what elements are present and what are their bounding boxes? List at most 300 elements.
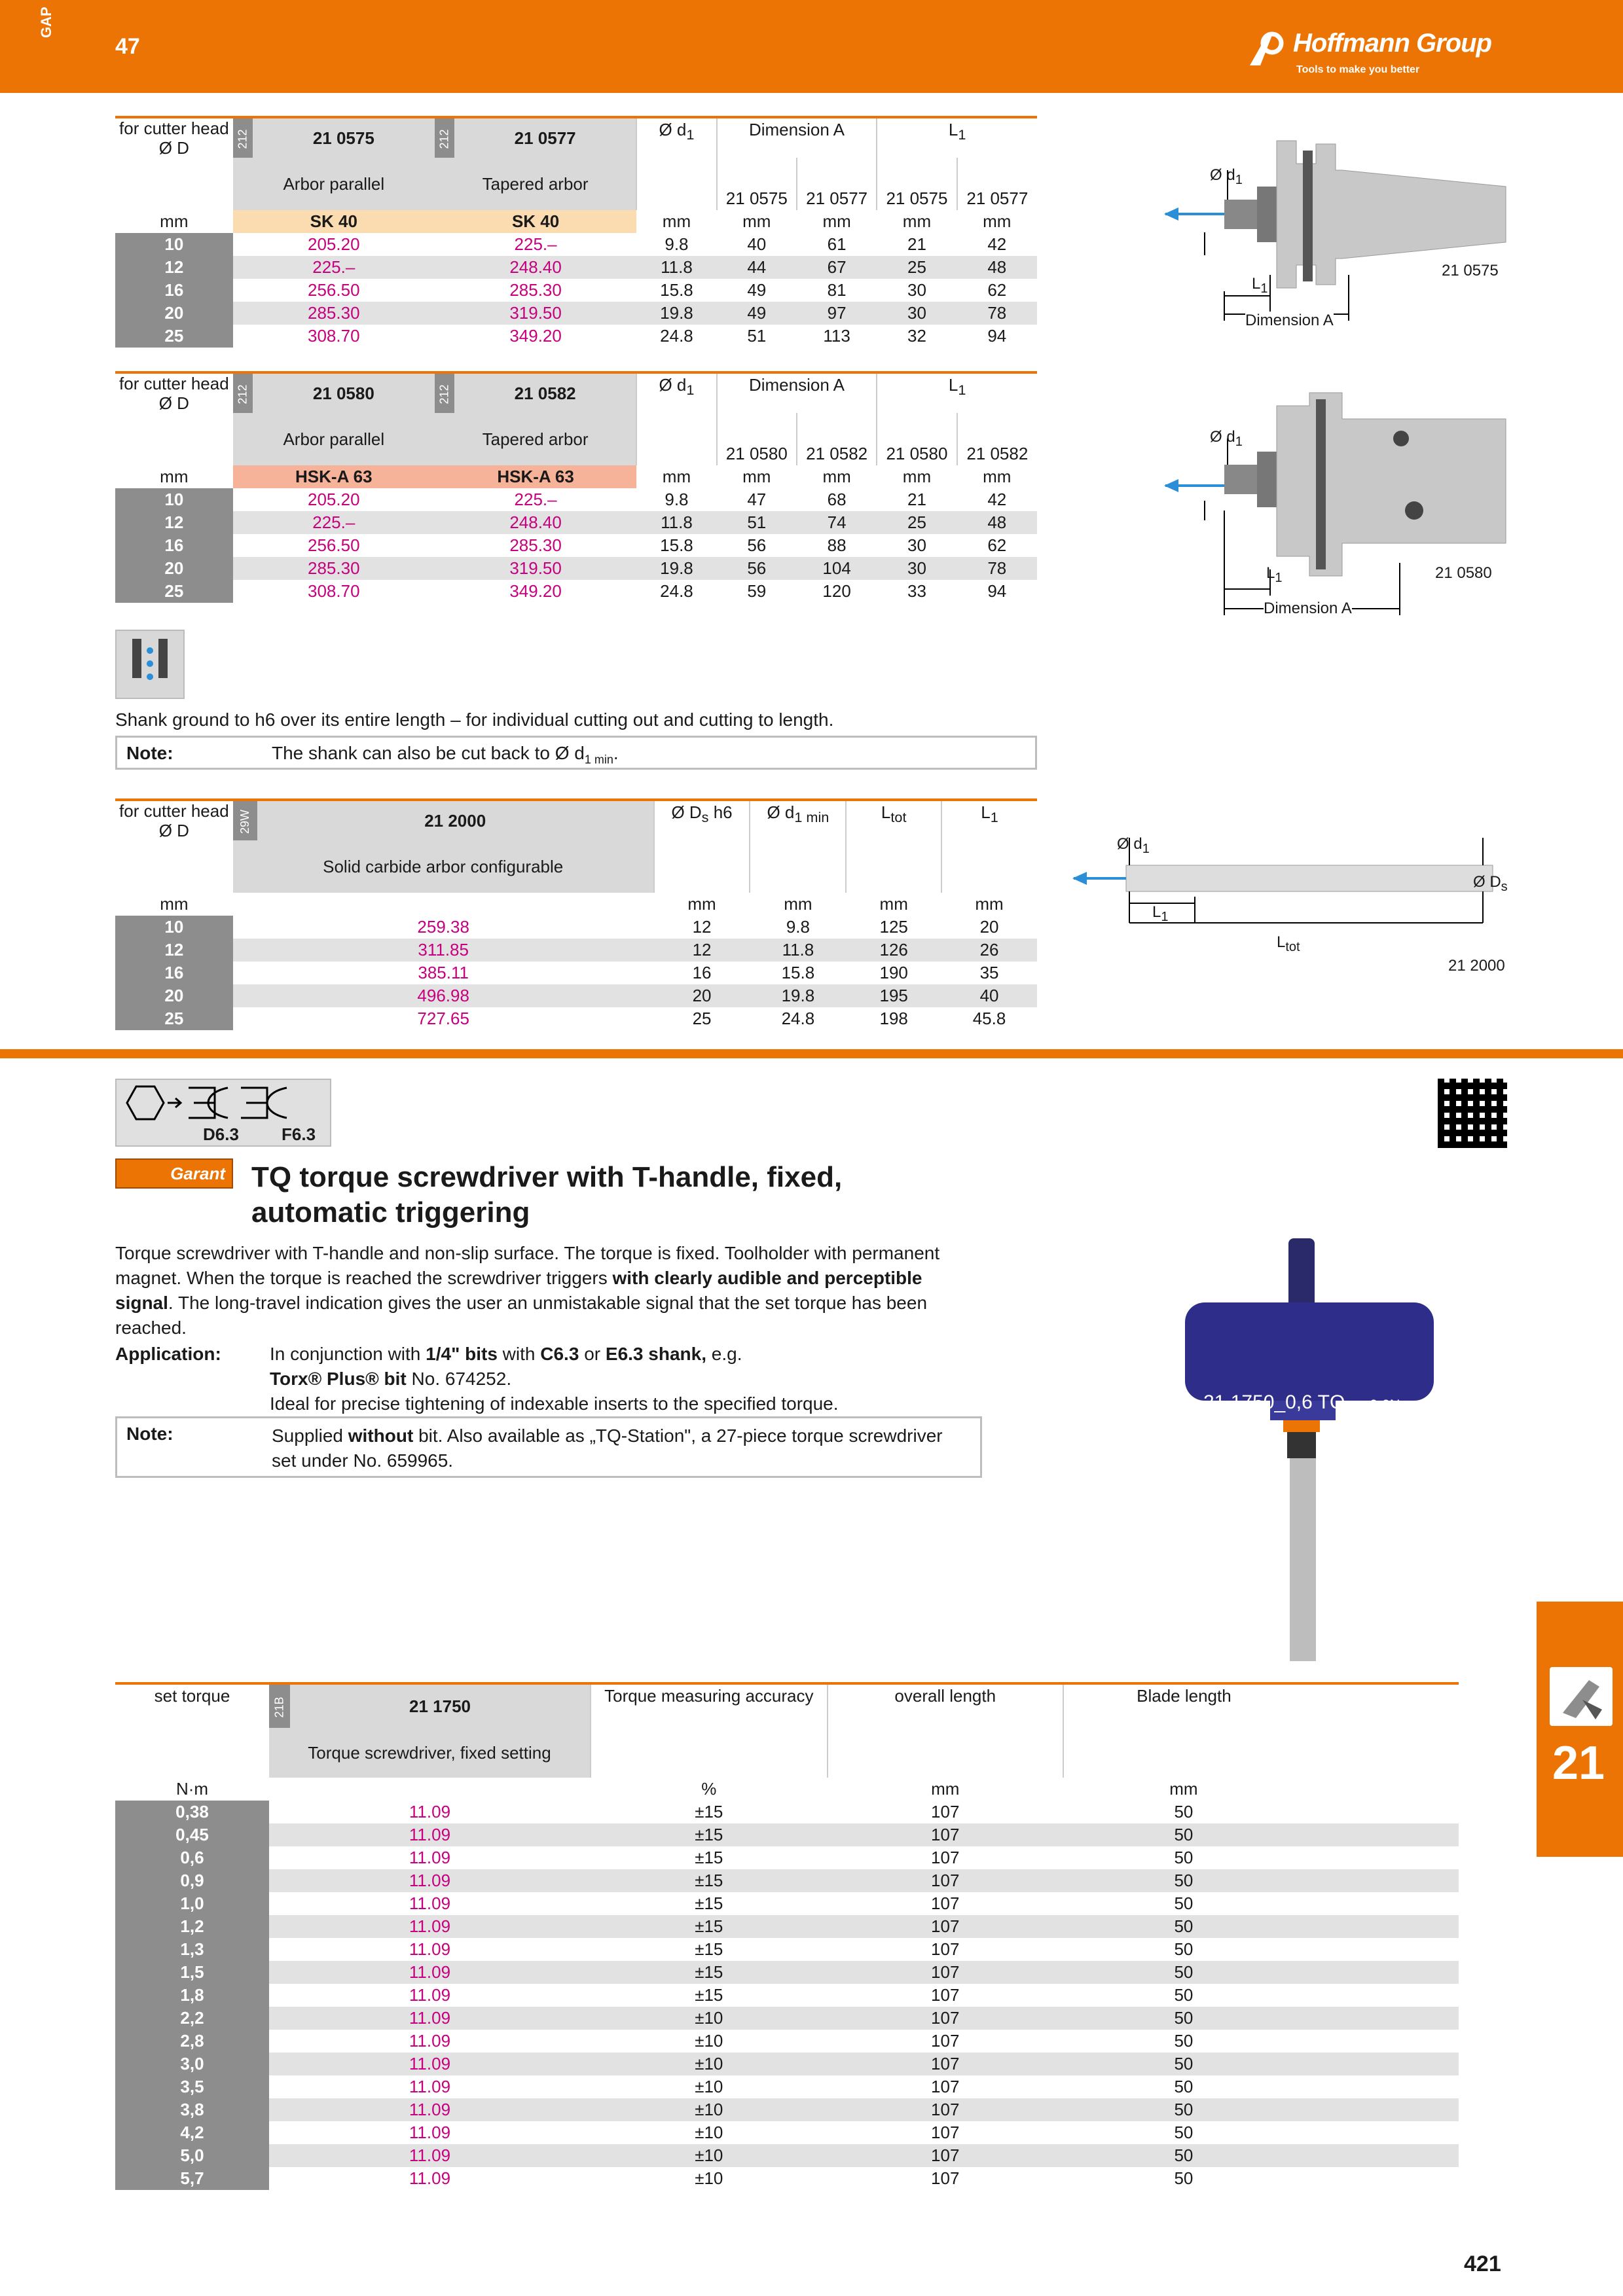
table3-code: 29W xyxy=(238,809,251,834)
table-cell-empty xyxy=(1304,1869,1459,1892)
table3-h: Ø $d_{1 min}$ xyxy=(750,801,846,840)
table4-unit: N·m xyxy=(175,1779,209,1799)
table-cell: 74 xyxy=(797,511,877,534)
table1-sub: 21 0575 xyxy=(717,158,797,210)
table-cell: 21 xyxy=(907,490,926,509)
table3-desc: Solid carbide arbor configurable xyxy=(233,840,654,893)
table-cell: 285.30 xyxy=(233,302,435,325)
table-cell: 56 xyxy=(717,557,797,580)
table-cell: 107 xyxy=(931,2031,960,2051)
table-cell: 78 xyxy=(957,302,1037,325)
table-cell: 4,2 xyxy=(115,2121,269,2144)
table-cell: ±15 xyxy=(591,1961,828,1984)
table-row xyxy=(115,511,1037,534)
table-cell: 59 xyxy=(747,581,767,601)
table-cell: 107 xyxy=(931,2077,960,2096)
table3-h: $L_1$ xyxy=(941,801,1037,840)
handle-nm: 0,6Nm xyxy=(1370,1397,1412,1413)
table2-h-d1: Ø $d_1$ xyxy=(636,374,716,413)
application-text: In conjunction with 1/4" bits with C6.3 or E6.3 shank, e.g. Torx® Plus® bit No. 674252. Ideal for precise tightening of indexable inserts to the specified torque. xyxy=(270,1344,839,1414)
table-cell: 11.09 xyxy=(269,2098,591,2121)
table2-item1-mount: HSK-A 63 xyxy=(233,465,435,488)
table-cell: 0,38 xyxy=(115,1801,269,1823)
table-cell: 1,5 xyxy=(115,1961,269,1984)
table2-sub: 21 0580 xyxy=(717,413,797,465)
table-cell: 21 xyxy=(907,234,926,254)
table-row xyxy=(115,2075,1459,2098)
table-cell: 259.38 xyxy=(417,917,469,937)
table-cell: 20 xyxy=(115,984,233,1007)
table-cell: 308.70 xyxy=(308,326,360,346)
table2-h-dimA: Dimension A xyxy=(717,374,877,413)
page-number: 421 xyxy=(1464,2251,1501,2276)
table-cell: 3,5 xyxy=(115,2075,269,2098)
table-cell: ±10 xyxy=(591,2144,828,2167)
table-cell-empty xyxy=(1304,2030,1459,2053)
table-cell: 11.8 xyxy=(636,511,716,534)
table-cell: 107 xyxy=(931,2123,960,2142)
table-cell-empty xyxy=(1304,2167,1459,2190)
brand-name: Hoffmann Group xyxy=(1293,29,1492,58)
table-cell: 50 xyxy=(1174,1848,1194,1867)
table-cell-empty xyxy=(1304,2098,1459,2121)
table-cell: 1,8 xyxy=(115,1984,269,2007)
section-divider xyxy=(0,1049,1623,1058)
table-cell-empty xyxy=(1304,1846,1459,1869)
table-cell: 44 xyxy=(717,256,797,279)
table-cell: 107 xyxy=(931,1848,960,1867)
table-cell: 10 xyxy=(115,916,233,939)
chapter-number: 21 xyxy=(1552,1737,1605,1789)
table-cell: 50 xyxy=(1174,2077,1194,2096)
table-cell: 30 xyxy=(907,535,926,555)
application-label: Application: xyxy=(115,1344,221,1364)
table1-sub: 21 0577 xyxy=(957,158,1037,210)
table-cell: 11.09 xyxy=(409,1893,451,1913)
table1-code-b: 212 xyxy=(437,129,451,149)
table-cell: 94 xyxy=(987,326,1007,346)
table2-unit: mm xyxy=(742,467,771,486)
table-cell: 25 xyxy=(115,325,233,348)
table-cell: 50 xyxy=(1063,1915,1304,1938)
shank-note-text: The shank can also be cut back to Ø $d_{1 min}$. xyxy=(272,743,619,766)
table-cell: 47 xyxy=(747,490,767,509)
table-cell: ±15 xyxy=(591,1869,828,1892)
fig2-dimA: Dimension A xyxy=(1264,600,1352,617)
table-row xyxy=(115,984,1037,1007)
table-cell: 107 xyxy=(828,2144,1063,2167)
table3-body xyxy=(115,916,1037,1030)
table-row xyxy=(115,557,1037,580)
table-cell: 248.40 xyxy=(435,511,636,534)
brand-tagline: Tools to make you better xyxy=(1296,64,1420,75)
table-cell: 385.11 xyxy=(418,963,469,982)
table-cell: 12 xyxy=(654,939,750,961)
table-cell-empty xyxy=(1304,1938,1459,1961)
table-cell: 225.– xyxy=(514,234,557,254)
table-row xyxy=(115,2144,1459,2167)
table-cell: 198 xyxy=(879,1009,908,1028)
table-cell: 107 xyxy=(828,1915,1063,1938)
table1-unit: mm xyxy=(983,211,1012,231)
table4 xyxy=(115,1685,1459,2190)
table-cell: 40 xyxy=(747,234,767,254)
table-cell-empty xyxy=(1304,2007,1459,2030)
fig2-L1: $L_1$ xyxy=(1266,564,1283,585)
table1 xyxy=(115,118,1037,348)
shank-note-label: Note: xyxy=(126,743,173,763)
table-row xyxy=(115,1823,1459,1846)
table-cell: 94 xyxy=(987,581,1007,601)
table3-unit: mm xyxy=(879,894,908,914)
table-cell-empty xyxy=(1304,2144,1459,2167)
table-cell: 12 xyxy=(692,917,712,937)
chapter-tab[interactable] xyxy=(1537,1602,1623,1857)
table-cell: 2,2 xyxy=(115,2007,269,2030)
table-row xyxy=(115,916,1037,939)
table-cell: 190 xyxy=(879,963,908,982)
table-cell: 25 xyxy=(115,1007,233,1030)
table-cell: 0,45 xyxy=(115,1823,269,1846)
table-row xyxy=(115,1892,1459,1915)
table-cell: 12 xyxy=(115,939,233,961)
arbor-sk40-figure xyxy=(1126,124,1532,340)
hex-bit-icon xyxy=(117,1080,330,1126)
table1-h-dimA: Dimension A xyxy=(717,118,877,158)
table-cell-empty xyxy=(1304,1801,1459,1823)
arbor-hsk-figure xyxy=(1126,380,1532,628)
coolant-icon xyxy=(115,630,185,699)
table3-item-no: 21 2000 xyxy=(257,801,654,840)
table1-body xyxy=(115,233,1037,348)
table4-h: overall length xyxy=(828,1685,1063,1728)
table-cell: 10 xyxy=(115,233,233,256)
table-cell-empty xyxy=(1304,2053,1459,2075)
table-cell: 11.09 xyxy=(409,2077,451,2096)
table-cell-empty xyxy=(1304,1984,1459,2007)
table-cell: 11.8 xyxy=(750,939,846,961)
table-cell: 349.20 xyxy=(509,581,562,601)
table1-h-L1: $L_1$ xyxy=(877,118,1037,158)
table-cell: 32 xyxy=(907,326,926,346)
fig3-Ds: Ø $D_s$ xyxy=(1473,873,1508,894)
table1-item2-mount: SK 40 xyxy=(435,210,636,233)
table4-desc: Torque screwdriver, fixed setting xyxy=(269,1728,591,1778)
table3-h: Ø $D_s$ h6 xyxy=(654,801,750,840)
table-cell: 50 xyxy=(1174,2031,1194,2051)
table-cell: 25 xyxy=(877,511,957,534)
fig3-label: 21 2000 xyxy=(1448,957,1505,975)
table-cell: 50 xyxy=(1174,1893,1194,1913)
table-cell: ±10 xyxy=(591,2098,828,2121)
table-row xyxy=(115,325,1037,348)
table4-h: Torque measuring accuracy xyxy=(591,1685,828,1728)
table1-unit: mm xyxy=(662,211,691,231)
table-cell: 5,0 xyxy=(115,2144,269,2167)
table-cell: 61 xyxy=(827,234,847,254)
chapter-tool-icon xyxy=(1550,1667,1613,1726)
table-cell: 11.09 xyxy=(269,1869,591,1892)
brand-logo xyxy=(1247,26,1509,79)
table-cell: 1,0 xyxy=(115,1892,269,1915)
table-cell: 256.50 xyxy=(308,280,360,300)
table-cell: 42 xyxy=(987,234,1007,254)
table-cell: ±10 xyxy=(695,2077,723,2096)
table-cell: 285.30 xyxy=(233,557,435,580)
table-cell: 11.09 xyxy=(409,2123,451,2142)
table-cell: 50 xyxy=(1063,2098,1304,2121)
table-cell: 20 xyxy=(115,557,233,580)
table-cell: 62 xyxy=(987,535,1007,555)
table-cell: 49 xyxy=(747,280,767,300)
table1-sub: 21 0577 xyxy=(797,158,877,210)
table-row xyxy=(115,256,1037,279)
fig1-label: 21 0575 xyxy=(1442,262,1499,279)
table1-item2-no: 21 0577 xyxy=(454,118,636,158)
table-cell: 3,8 xyxy=(115,2098,269,2121)
table-row xyxy=(115,939,1037,961)
table1-item1-no: 21 0575 xyxy=(253,118,435,158)
table2-unit: mm xyxy=(822,467,851,486)
table-row xyxy=(115,2121,1459,2144)
table-cell: 15.8 xyxy=(660,535,693,555)
table2-body xyxy=(115,488,1037,603)
table-row xyxy=(115,1961,1459,1984)
table-cell: 16 xyxy=(115,279,233,302)
table-cell: 81 xyxy=(827,280,847,300)
fig2-label: 21 0580 xyxy=(1435,564,1492,582)
table-cell: 25 xyxy=(692,1009,712,1028)
table-cell: 107 xyxy=(828,2098,1063,2121)
table-cell: 11.09 xyxy=(269,1915,591,1938)
table-cell: 195 xyxy=(846,984,941,1007)
table4-body xyxy=(115,1801,1459,2190)
table-cell: 50 xyxy=(1063,1823,1304,1846)
table-cell: 20 xyxy=(115,302,233,325)
table-cell: ±15 xyxy=(695,1985,723,2005)
product-note-label: Note: xyxy=(126,1424,173,1444)
table-cell: 727.65 xyxy=(417,1009,469,1028)
table-cell: ±15 xyxy=(591,1823,828,1846)
table2 xyxy=(115,374,1037,603)
table-cell: 3,0 xyxy=(115,2053,269,2075)
product-description: Torque screwdriver with T-handle and non-slip surface. The torque is fixed. Toolholder with permanent magnet. When the torque is reached the screwdriver triggers with clearly audible and perceptible signal. The long-travel indication gives the user an unmistakable signal that the set torque has been reached. xyxy=(115,1243,940,1338)
table-cell: 50 xyxy=(1063,2053,1304,2075)
table-cell: 48 xyxy=(957,256,1037,279)
table-cell: 125 xyxy=(879,917,908,937)
table2-code-b: 212 xyxy=(437,384,451,404)
table1-item2-desc: Tapered arbor xyxy=(435,158,636,210)
table-cell: ±10 xyxy=(695,2031,723,2051)
table1-unit: mm xyxy=(160,211,189,231)
fig3-L1: $L_1$ xyxy=(1152,903,1169,924)
table-cell: 126 xyxy=(846,939,941,961)
garant-badge: Garant xyxy=(115,1158,233,1189)
table-row xyxy=(115,1915,1459,1938)
table-cell: 12 xyxy=(115,511,233,534)
product-title: TQ torque screwdriver with T-handle, fixed, automatic triggering xyxy=(251,1161,843,1229)
table-cell: ±10 xyxy=(591,2007,828,2030)
table-cell: 10 xyxy=(115,488,233,511)
table-cell: 107 xyxy=(931,2168,960,2188)
table-cell: 20 xyxy=(654,984,750,1007)
table-cell: ±10 xyxy=(591,2053,828,2075)
qr-code-icon[interactable] xyxy=(1438,1079,1507,1148)
table2-label: for cutter head Ø D xyxy=(119,374,229,413)
table4-c1: set torque xyxy=(154,1686,230,1706)
table-cell: 308.70 xyxy=(308,581,360,601)
fig3-d1: Ø $d_1$ xyxy=(1117,835,1150,856)
table-cell: 311.85 xyxy=(233,939,654,961)
table1-unit: mm xyxy=(902,211,932,231)
table-cell: 107 xyxy=(828,1961,1063,1984)
table-cell: 30 xyxy=(877,302,957,325)
table-cell: 50 xyxy=(1063,2007,1304,2030)
table4-code: 21B xyxy=(272,1696,286,1718)
table-cell: 107 xyxy=(828,1869,1063,1892)
table-cell: 496.98 xyxy=(233,984,654,1007)
table-row xyxy=(115,2053,1459,2075)
table-row xyxy=(115,233,1037,256)
table-row xyxy=(115,1007,1037,1030)
table4-unit: mm xyxy=(1169,1779,1198,1799)
table-row xyxy=(115,534,1037,557)
table-cell: 256.50 xyxy=(308,535,360,555)
table-cell: 45.8 xyxy=(972,1009,1006,1028)
table-cell: 50 xyxy=(1174,2123,1194,2142)
table2-item2-desc: Tapered arbor xyxy=(435,413,636,465)
table3-label: for cutter head Ø D xyxy=(119,801,229,840)
table1-sub: 21 0575 xyxy=(877,158,957,210)
table-cell: 11.09 xyxy=(269,2053,591,2075)
table-cell: 107 xyxy=(931,1985,960,2005)
table-cell: 97 xyxy=(797,302,877,325)
table2-item2-no: 21 0582 xyxy=(454,374,636,413)
handle-text: 21 1750_0,6 TQ xyxy=(1203,1391,1345,1413)
table3-unit: mm xyxy=(784,894,812,914)
table-cell: 26 xyxy=(941,939,1037,961)
table3-unit: mm xyxy=(160,894,189,914)
table4-unit: % xyxy=(701,1779,717,1799)
table-cell: 56 xyxy=(747,535,767,555)
table2-item2-mount: HSK-A 63 xyxy=(435,465,636,488)
table-cell: 11.09 xyxy=(409,1802,451,1821)
table-cell: 16 xyxy=(115,961,233,984)
table-row xyxy=(115,2098,1459,2121)
shank-note-box xyxy=(115,736,1037,770)
table-cell: ±15 xyxy=(695,1802,723,1821)
table-cell: 33 xyxy=(907,581,926,601)
table2-code-a: 212 xyxy=(236,384,249,404)
table-cell: 35 xyxy=(979,963,999,982)
table-cell: 20 xyxy=(979,917,999,937)
table-cell: 107 xyxy=(931,1893,960,1913)
table1-label: for cutter head Ø D xyxy=(119,118,229,158)
table-cell: 9.8 xyxy=(786,917,810,937)
header-page-number: 47 xyxy=(115,34,140,59)
table-cell-empty xyxy=(1304,1915,1459,1938)
table-cell: 107 xyxy=(828,2007,1063,2030)
table-cell: 113 xyxy=(823,326,850,346)
table2-sub: 21 0582 xyxy=(957,413,1037,465)
table-cell: 19.8 xyxy=(636,557,716,580)
table-cell-empty xyxy=(1304,2075,1459,2098)
table-cell: 24.8 xyxy=(660,581,693,601)
table-cell: 225.– xyxy=(233,256,435,279)
table-cell-empty xyxy=(1304,1961,1459,1984)
table-cell: 319.50 xyxy=(435,302,636,325)
table-cell: 205.20 xyxy=(308,234,360,254)
table4-unit: mm xyxy=(931,1779,960,1799)
table-cell: ±10 xyxy=(695,2168,723,2188)
table1-item1-mount: SK 40 xyxy=(233,210,435,233)
table-cell: 2,8 xyxy=(115,2030,269,2053)
page-header xyxy=(0,0,1623,93)
table-cell: 50 xyxy=(1174,2168,1194,2188)
table-cell: ±15 xyxy=(695,1848,723,1867)
table2-item1-no: 21 0580 xyxy=(253,374,435,413)
table-cell: 11.09 xyxy=(409,2168,451,2188)
table3 xyxy=(115,801,1037,1030)
fig3-Ltot: $L_{tot}$ xyxy=(1277,933,1300,954)
table-cell: 62 xyxy=(987,280,1007,300)
table-cell: 24.8 xyxy=(660,326,693,346)
table-cell: 12 xyxy=(115,256,233,279)
table-cell: 50 xyxy=(1063,1869,1304,1892)
table-cell: 285.30 xyxy=(509,280,562,300)
table-cell: 68 xyxy=(827,490,847,509)
table-cell: 16 xyxy=(115,534,233,557)
fig1-L1: $L_1$ xyxy=(1252,275,1268,296)
fig1-d1: Ø $d_1$ xyxy=(1210,166,1243,187)
table-row xyxy=(115,1938,1459,1961)
table-row xyxy=(115,302,1037,325)
shank-text: Shank ground to h6 over its entire length – for individual cutting out and cutting to length. xyxy=(115,709,834,730)
table1-code-a: 212 xyxy=(236,129,249,149)
table3-unit: mm xyxy=(975,894,1004,914)
catalog-code: GAP xyxy=(38,7,54,38)
table-cell: 40 xyxy=(941,984,1037,1007)
table-cell: 24.8 xyxy=(781,1009,815,1028)
table-cell: 19.8 xyxy=(750,984,846,1007)
table-cell: 205.20 xyxy=(308,490,360,509)
table-cell: 30 xyxy=(907,280,926,300)
table-cell: 120 xyxy=(822,581,851,601)
table-cell: 1,3 xyxy=(115,1938,269,1961)
table4-h: Blade length xyxy=(1063,1685,1304,1728)
table-cell-empty xyxy=(1304,1892,1459,1915)
table-cell: 50 xyxy=(1174,1802,1194,1821)
table-cell: 11.09 xyxy=(409,1939,451,1959)
table1-item1-desc: Arbor parallel xyxy=(233,158,435,210)
table-cell: 285.30 xyxy=(509,535,562,555)
table-row xyxy=(115,1869,1459,1892)
table-cell: 225.– xyxy=(514,490,557,509)
table-cell: 11.09 xyxy=(409,1985,451,2005)
table-cell: 0,6 xyxy=(115,1846,269,1869)
table1-unit: mm xyxy=(742,211,771,231)
table-cell: 50 xyxy=(1063,2144,1304,2167)
table4-item-no: 21 1750 xyxy=(290,1685,591,1728)
table2-unit: mm xyxy=(983,467,1012,486)
table-cell: 11.09 xyxy=(409,2031,451,2051)
table-cell: 42 xyxy=(987,490,1007,509)
table2-sub: 21 0580 xyxy=(877,413,957,465)
table2-unit: mm xyxy=(902,467,932,486)
icon-d63: D6.3 xyxy=(203,1124,239,1144)
table-row xyxy=(115,1984,1459,2007)
table1-h-d1: Ø $d_1$ xyxy=(636,118,716,158)
